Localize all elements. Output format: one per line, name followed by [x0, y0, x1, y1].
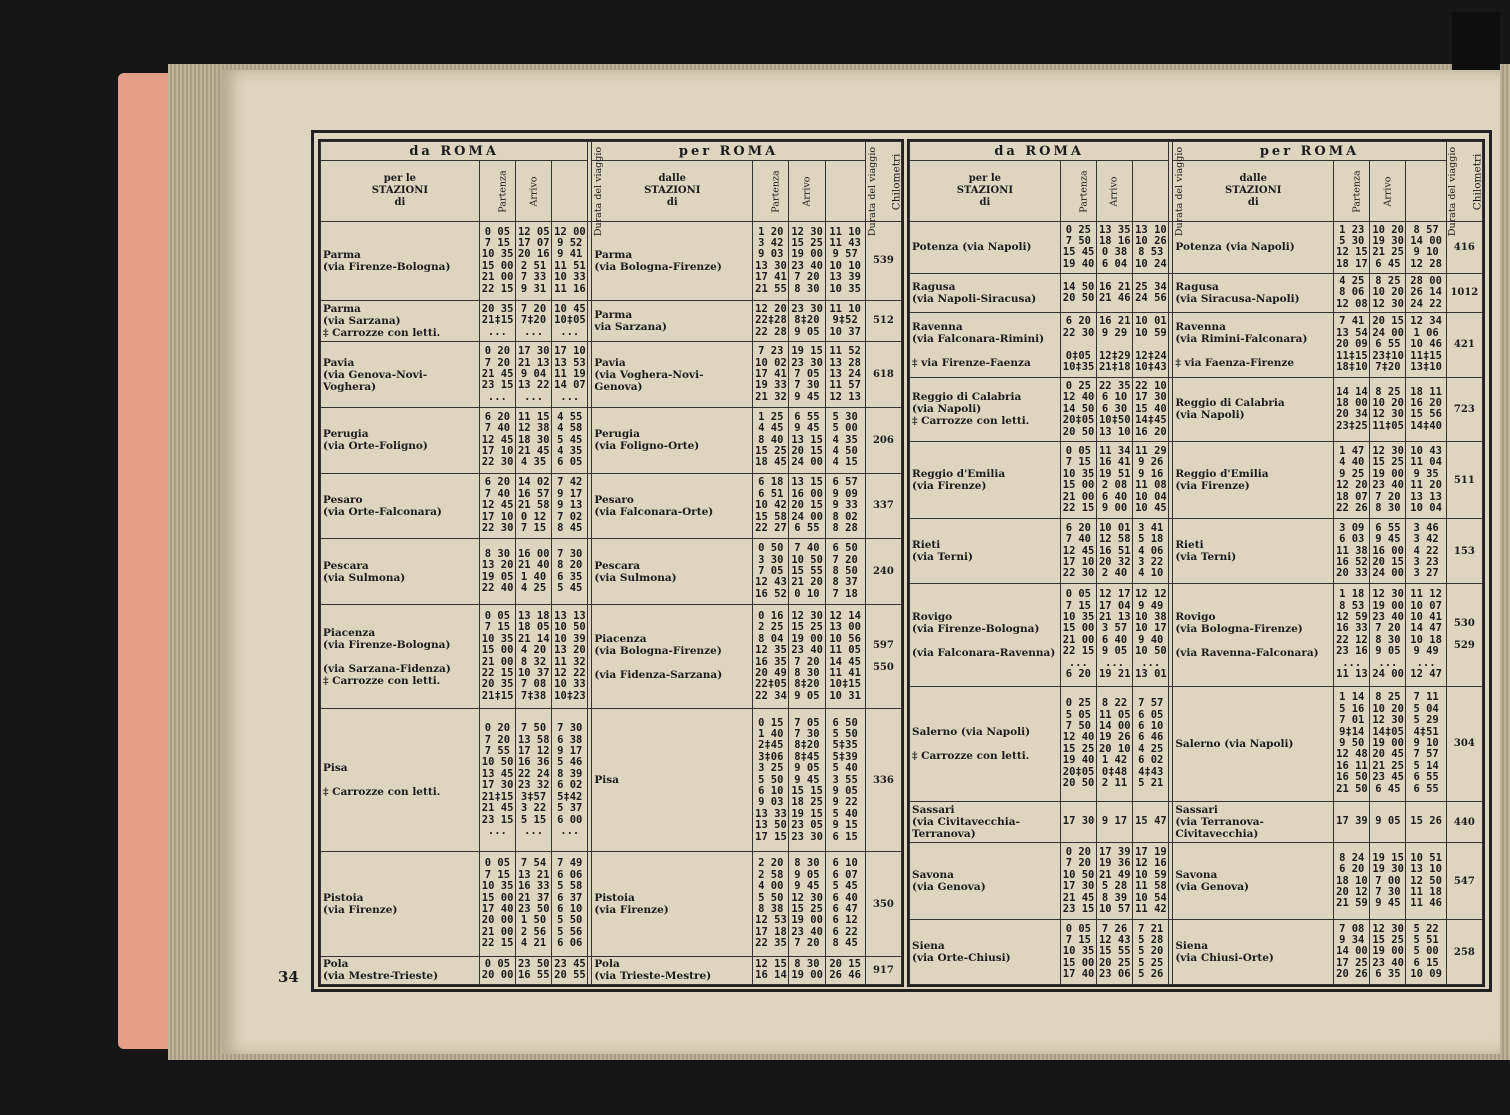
- station-to: Pavia (via Voghera-Novi-Genova): [592, 342, 753, 408]
- duration-times: 22 10 17 30 15 40 14‡45 16 20: [1133, 377, 1169, 442]
- arrival-times: 8 25 10 20 12 30 14‡05 19 00 20 45 21 25 23 45 6 45: [1370, 686, 1406, 801]
- duration-times: 15 26: [1406, 801, 1446, 842]
- station-from: Savona (via Genova): [910, 843, 1061, 920]
- departure-times: 17 30: [1060, 801, 1096, 842]
- timetable-row: [321, 300, 902, 342]
- station-to: Piacenza (via Bologna-Firenze) (via Fidenza-Sarzana): [592, 604, 753, 708]
- arrival-times: 12 30 15 25 19 00 23 40 7 20 8 30: [789, 222, 825, 301]
- station-from: Parma (via Firenze-Bologna): [321, 222, 480, 301]
- arrival-times: 6 55 9 45 13 15 20 15 24 00: [789, 408, 825, 474]
- duration-times: 10 51 13 10 12 50 11 18 11 46: [1406, 843, 1446, 920]
- station-from: Perugia (via Orte-Foligno): [321, 408, 480, 474]
- duration-times: 20 15 26 46: [825, 956, 865, 984]
- km-header: Chilometri: [1446, 142, 1482, 222]
- departure-times: 12 20 22‡28 22 28: [753, 300, 789, 342]
- arrival-times: 7 54 13 21 16 33 21 37 23 50 1 50 2 56 4 21: [515, 852, 551, 956]
- timetable-row: [321, 604, 902, 708]
- station-from: Rieti (via Terni): [910, 519, 1061, 584]
- km-value: 206: [865, 408, 901, 474]
- km-value: 440: [1446, 801, 1482, 842]
- station-to: Reggio di Calabria (via Napoli): [1173, 377, 1334, 442]
- arrival-times: 9 05: [1370, 801, 1406, 842]
- departure-times: 6 20 22 30 0‡05 10‡35: [1060, 313, 1096, 378]
- departure-times: 17 39: [1334, 801, 1370, 842]
- departure-times: 7 41 13 54 20 09 11‡15 18‡10: [1334, 313, 1370, 378]
- duration-times: 3 41 5 18 4 06 3 22 4 10: [1133, 519, 1169, 584]
- departure-times: 0 15 1 40 2‡45 3‡06 3 25 5 50 6 10 9 03 13 33 13 50 17 15: [753, 709, 789, 852]
- timetable-left: [318, 139, 904, 987]
- station-from: Pistoia (via Firenze): [321, 852, 480, 956]
- da-roma-header: da ROMA: [321, 142, 588, 161]
- departure-times: 0 05 7 15 10 35 15 00 17 40: [1060, 920, 1096, 985]
- duration-times: 11 12 10 07 10 41 14 47 10 18 9 49 ... 12 47: [1406, 583, 1446, 686]
- km-value: 917: [865, 956, 901, 984]
- arrival-times: 16 21 21 46: [1096, 273, 1132, 312]
- arrival-times: 19 15 23 30 7 05 7 30 9 45: [789, 342, 825, 408]
- station-from: Ravenna (via Falconara-Rimini) ‡ via Firenze-Faenza: [910, 313, 1061, 378]
- departure-times: 7 08 9 34 14 00 17 25 20 26: [1334, 920, 1370, 985]
- departure-times: 0 05 7 15 10 35 15 00 21 00 22 15 20 35 21‡15: [479, 604, 515, 708]
- departure-times: 6 20 7 40 12 45 17 10 22 30: [479, 408, 515, 474]
- km-value: 258: [1446, 920, 1482, 985]
- duration-times: 11 10 9‡52 10 37: [825, 300, 865, 342]
- arrivo-header: Arrivo: [515, 161, 551, 222]
- station-from: Pesaro (via Orte-Falconara): [321, 473, 480, 539]
- km-header: Chilometri: [865, 142, 901, 222]
- duration-times: 5 22 5 51 5 00 6 15 10 09: [1406, 920, 1446, 985]
- km-value: 350: [865, 852, 901, 956]
- station-from: Piacenza (via Firenze-Bologna) (via Sarzana-Fidenza) ‡ Carrozze con letti.: [321, 604, 480, 708]
- duration-times: 10 45 10‡05 ...: [552, 300, 588, 342]
- timetable-row: [910, 519, 1483, 584]
- km-value: 530 529: [1446, 583, 1482, 686]
- timetable-row: [910, 222, 1483, 274]
- departure-times: 0 25 12 40 14 50 20‡05 20 50: [1060, 377, 1096, 442]
- station-to: Ravenna (via Rimini-Falconara) ‡ via Faenza-Firenze: [1173, 313, 1334, 378]
- left-rows: [321, 222, 902, 985]
- duration-times: 13 13 10 50 10 39 13 20 11 32 12 22 10 33 10‡23: [552, 604, 588, 708]
- duration-times: 10 43 11 04 9 35 11 20 13 13 10 04: [1406, 442, 1446, 519]
- arrival-times: 23 30 8‡20 9 05: [789, 300, 825, 342]
- station-to: Rovigo (via Bologna-Firenze) (via Ravenna-Falconara): [1173, 583, 1334, 686]
- station-from: Pisa ‡ Carrozze con letti.: [321, 709, 480, 852]
- duration-times: 6 10 6 07 5 45 6 40 6 47 6 12 6 22 8 45: [825, 852, 865, 956]
- arrival-times: 13 15 16 00 20 15 24 00 6 55: [789, 473, 825, 539]
- station-from: Reggio d'Emilia (via Firenze): [910, 442, 1061, 519]
- station-to: Sassari (via Terranova-Civitavecchia): [1173, 801, 1334, 842]
- duration-times: 12 00 9 52 9 41 11 51 10 33 11 16: [552, 222, 588, 301]
- departure-times: 0 50 3 30 7 05 12 43 16 52: [753, 539, 789, 605]
- departure-times: 0 05 20 00: [479, 956, 515, 984]
- duration-times: 15 47: [1133, 801, 1169, 842]
- departure-times: 20 35 21‡15 ...: [479, 300, 515, 342]
- station-to: Perugia (via Foligno-Orte): [592, 408, 753, 474]
- station-to: Rieti (via Terni): [1173, 519, 1334, 584]
- timetable-row: [321, 709, 902, 852]
- departure-times: 3 09 6 03 11 38 16 52 20 33: [1334, 519, 1370, 584]
- duration-times: 18 11 16 20 15 56 14‡40: [1406, 377, 1446, 442]
- duration-times: 10 01 10 59 12‡24 10‡43: [1133, 313, 1169, 378]
- arrival-times: 10 20 19 30 21 25 6 45: [1370, 222, 1406, 274]
- station-from: Salerno (via Napoli) ‡ Carrozze con letti.: [910, 686, 1061, 801]
- arrival-times: 11 34 16 41 19 51 2 08 6 40 9 00: [1096, 442, 1132, 519]
- km-value: 240: [865, 539, 901, 605]
- arrival-times: 13 35 18 16 0 38 6 04: [1096, 222, 1132, 274]
- departure-times: 0 05 7 15 10 35 15 00 21 00 22 15: [1060, 442, 1096, 519]
- duration-times: 7 49 6 06 5 58 6 37 6 10 5 50 5 56 6 06: [552, 852, 588, 956]
- timetable-row: [910, 273, 1483, 312]
- station-from: Siena (via Orte-Chiusi): [910, 920, 1061, 985]
- departure-times: 1 23 5 30 12 15 18 17: [1334, 222, 1370, 274]
- duration-times: 17 19 12 16 10 59 11 58 10 54 11 42: [1133, 843, 1169, 920]
- duration-times: 17 10 13 53 11 19 14 07 ...: [552, 342, 588, 408]
- station-from: Potenza (via Napoli): [910, 222, 1061, 274]
- duration-times: 11 29 9 26 9 16 11 08 10 04 10 45: [1133, 442, 1169, 519]
- station-from: Pola (via Mestre-Trieste): [321, 956, 480, 984]
- duration-times: 4 55 4 58 5 45 4 35 6 05: [552, 408, 588, 474]
- km-value: 618: [865, 342, 901, 408]
- arrival-times: 7 20 7‡20 ...: [515, 300, 551, 342]
- arrival-times: 7 26 12 43 15 55 20 25 23 06: [1096, 920, 1132, 985]
- departure-times: 1 20 3 42 9 03 13 30 17 41 21 55: [753, 222, 789, 301]
- arrival-times: 22 35 6 10 6 30 10‡50 13 10: [1096, 377, 1132, 442]
- timetable-row: [910, 442, 1483, 519]
- km-value: 511: [1446, 442, 1482, 519]
- km-value: 337: [865, 473, 901, 539]
- arrival-times: 16 00 21 40 1 40 4 25: [515, 539, 551, 605]
- arrival-times: 16 21 9 29 12‡29 21‡18: [1096, 313, 1132, 378]
- timetable-row: [910, 686, 1483, 801]
- partenza-header: Partenza: [1334, 161, 1370, 222]
- timetable-row: [321, 222, 902, 301]
- arrival-times: 7 50 13 58 17 12 16 36 22 24 23 32 3‡57 3 22 5 15 ...: [515, 709, 551, 852]
- km-value: 512: [865, 300, 901, 342]
- arrival-times: 12 17 17 04 21 13 3 57 6 40 9 05 ... 19 21: [1096, 583, 1132, 686]
- per-roma-header: per ROMA: [592, 142, 865, 161]
- km-value: 723: [1446, 377, 1482, 442]
- departure-times: 0 05 7 15 10 35 15 00 21 00 22 15: [479, 222, 515, 301]
- timetable-sheet: [311, 130, 1492, 992]
- km-value: 153: [1446, 519, 1482, 584]
- departure-times: 14 50 20 50: [1060, 273, 1096, 312]
- timetable-row: [321, 473, 902, 539]
- durata-header: Durata del viaggio: [1406, 161, 1446, 222]
- duration-times: 28 00 26 14 24 22: [1406, 273, 1446, 312]
- arrival-times: 9 17: [1096, 801, 1132, 842]
- arrival-times: 11 15 12 38 18 30 21 45 4 35: [515, 408, 551, 474]
- station-from: Pavia (via Genova-Novi-Voghera): [321, 342, 480, 408]
- station-to: Ragusa (via Siracusa-Napoli): [1173, 273, 1334, 312]
- arrival-times: 8 30 19 00: [789, 956, 825, 984]
- arrival-times: 17 30 21 13 9 04 13 22 ...: [515, 342, 551, 408]
- duration-times: 7 30 8 20 6 35 5 45: [552, 539, 588, 605]
- timetable-row: [321, 539, 902, 605]
- departure-times: 1 14 5 16 7 01 9‡14 9 50 12 48 16 11 16 50 21 50: [1334, 686, 1370, 801]
- station-from: Rovigo (via Firenze-Bologna) (via Falconara-Ravenna): [910, 583, 1061, 686]
- departure-times: 6 20 7 40 12 45 17 10 22 30: [1060, 519, 1096, 584]
- departure-times: 7 23 10 02 17 41 19 33 21 32: [753, 342, 789, 408]
- right-rows: [910, 222, 1483, 985]
- arrival-times: 14 02 16 57 21 58 0 12 7 15: [515, 473, 551, 539]
- arrival-times: 13 18 18 05 21 14 4 20 8 32 10 37 7 08 7‡38: [515, 604, 551, 708]
- departure-times: 14 14 18 00 20 34 23‡25: [1334, 377, 1370, 442]
- duration-times: 13 10 10 26 8 53 10 24: [1133, 222, 1169, 274]
- station-to: Savona (via Genova): [1173, 843, 1334, 920]
- station-to: Salerno (via Napoli): [1173, 686, 1334, 801]
- duration-times: 12 14 13 00 10 56 11 05 14 45 11 41 10‡15 10 31: [825, 604, 865, 708]
- station-from: Reggio di Calabria (via Napoli) ‡ Carrozze con letti.: [910, 377, 1061, 442]
- duration-times: 11 52 13 28 13 24 11 57 12 13: [825, 342, 865, 408]
- timetable-right-table: [909, 141, 1483, 985]
- departure-times: 8 30 13 20 19 05 22 40: [479, 539, 515, 605]
- km-value: 1012: [1446, 273, 1482, 312]
- station-to: Parma via Sarzana): [592, 300, 753, 342]
- dalle-stazioni-header: dalle STAZIONI di: [1173, 161, 1334, 222]
- partenza-header: Partenza: [479, 161, 515, 222]
- per-le-stazioni-header: per le STAZIONI di: [321, 161, 480, 222]
- timetable-row: [910, 843, 1483, 920]
- duration-times: 6 57 9 09 9 33 8 02 8 28: [825, 473, 865, 539]
- timetable-row: [910, 313, 1483, 378]
- departure-times: 2 20 2 58 4 00 5 50 8 38 12 53 17 18 22 35: [753, 852, 789, 956]
- arrival-times: 12 05 17 07 20 16 2 51 7 33 9 31: [515, 222, 551, 301]
- station-to: Reggio d'Emilia (via Firenze): [1173, 442, 1334, 519]
- per-le-stazioni-header: per le STAZIONI di: [910, 161, 1061, 222]
- station-from: Ragusa (via Napoli-Siracusa): [910, 273, 1061, 312]
- duration-times: 6 50 5 50 5‡35 5‡39 5 40 3 55 9 05 9 22 5 40 9 15 6 15: [825, 709, 865, 852]
- departure-times: 0 16 2 25 8 04 12 35 16 35 20 49 22‡05 22 34: [753, 604, 789, 708]
- departure-times: 8 24 6 20 18 10 20 12 21 59: [1334, 843, 1370, 920]
- departure-times: 1 47 4 40 9 25 12 20 18 07 22 26: [1334, 442, 1370, 519]
- arrival-times: 23 50 16 55: [515, 956, 551, 984]
- station-from: Pescara (via Sulmona): [321, 539, 480, 605]
- departure-times: 0 20 7 20 10 50 17 30 21 45 23 15: [1060, 843, 1096, 920]
- durata-header: Durata del viaggio: [1133, 161, 1169, 222]
- arrival-times: 7 40 10 50 15 55 21 20 0 10: [789, 539, 825, 605]
- partenza-header: Partenza: [1060, 161, 1096, 222]
- station-to: Potenza (via Napoli): [1173, 222, 1334, 274]
- arrival-times: 19 15 19 30 7 00 7 30 9 45: [1370, 843, 1406, 920]
- km-value: 547: [1446, 843, 1482, 920]
- arrival-times: 12 30 15 25 19 00 23 40 7 20 8 30: [1370, 442, 1406, 519]
- km-value: 416: [1446, 222, 1482, 274]
- station-to: Pescara (via Sulmona): [592, 539, 753, 605]
- duration-times: 11 10 11 43 9 57 10 10 13 39 10 35: [825, 222, 865, 301]
- departure-times: 0 20 7 20 7 55 10 50 13 45 17 30 21‡15 21 45 23 15 ...: [479, 709, 515, 852]
- km-value: 539: [865, 222, 901, 301]
- station-to: Siena (via Chiusi-Orte): [1173, 920, 1334, 985]
- duration-times: 8 57 14 00 9 10 12 28: [1406, 222, 1446, 274]
- durata-header: Durata del viaggio: [825, 161, 865, 222]
- km-value: 421: [1446, 313, 1482, 378]
- arrivo-header: Arrivo: [1096, 161, 1132, 222]
- departure-times: 4 25 8 06 12 08: [1334, 273, 1370, 312]
- arrival-times: 8 22 11 05 14 00 19 26 20 10 1 42 0‡48 2 11: [1096, 686, 1132, 801]
- timetable-right: [907, 139, 1485, 987]
- departure-times: 0 20 7 20 21 45 23 15 ...: [479, 342, 515, 408]
- station-to: Pistoia (via Firenze): [592, 852, 753, 956]
- timetable-left-table: [320, 141, 902, 985]
- departure-times: 0 05 7 15 10 35 15 00 21 00 22 15 ... 6 20: [1060, 583, 1096, 686]
- arrivo-header: Arrivo: [1370, 161, 1406, 222]
- arrival-times: 7 05 7 30 8‡20 8‡45 9 05 9 45 15 15 18 25 19 15 23 05 23 30: [789, 709, 825, 852]
- timetable-row: [910, 377, 1483, 442]
- departure-times: 6 18 6 51 10 42 15 58 22 27: [753, 473, 789, 539]
- timetable-row: [910, 583, 1483, 686]
- timetable-row: [910, 920, 1483, 985]
- departure-times: 12 15 16 14: [753, 956, 789, 984]
- durata-header: Durata del viaggio: [552, 161, 588, 222]
- per-roma-header: per ROMA: [1173, 142, 1446, 161]
- duration-times: 12 34 1 06 10 46 11‡15 13‡10: [1406, 313, 1446, 378]
- duration-times: 25 34 24 56: [1133, 273, 1169, 312]
- departure-times: 0 25 5 05 7 50 12 40 15 25 19 40 20‡05 20 50: [1060, 686, 1096, 801]
- arrival-times: 8 25 10 20 12 30 11‡05: [1370, 377, 1406, 442]
- arrival-times: 6 55 9 45 16 00 20 15 24 00: [1370, 519, 1406, 584]
- arrival-times: 17 39 19 36 21 49 5 28 8 39 10 57: [1096, 843, 1132, 920]
- timetable-row: [321, 408, 902, 474]
- departure-times: 1 18 8 53 12 59 16 33 22 12 23 16 ... 11 13: [1334, 583, 1370, 686]
- station-to: Pisa: [592, 709, 753, 852]
- duration-times: 3 46 3 42 4 22 3 23 3 27: [1406, 519, 1446, 584]
- duration-times: 12 12 9 49 10 38 10 17 9 40 10 50 ... 13 01: [1133, 583, 1169, 686]
- timetable-row: [321, 852, 902, 956]
- km-value: 336: [865, 709, 901, 852]
- departure-times: 0 05 7 15 10 35 15 00 17 40 20 00 21 00 22 15: [479, 852, 515, 956]
- da-roma-header: da ROMA: [910, 142, 1169, 161]
- timetable-row: [321, 956, 902, 984]
- timetable-row: [910, 801, 1483, 842]
- station-from: Parma (via Sarzana) ‡ Carrozze con letti.: [321, 300, 480, 342]
- duration-times: 7 21 5 28 5 20 5 25 5 26: [1133, 920, 1169, 985]
- arrival-times: 8 30 9 05 9 45 12 30 15 25 19 00 23 40 7 20: [789, 852, 825, 956]
- departure-times: 6 20 7 40 12 45 17 10 22 30: [479, 473, 515, 539]
- duration-times: 7 57 6 05 6 10 6 46 4 25 6 02 4‡43 5 21: [1133, 686, 1169, 801]
- arrivo-header: Arrivo: [789, 161, 825, 222]
- arrival-times: 20 15 24 00 6 55 23‡10 7‡20: [1370, 313, 1406, 378]
- arrival-times: 10 01 12 58 16 51 20 32 2 40: [1096, 519, 1132, 584]
- duration-times: 7 42 9 17 9 13 7 02 8 45: [552, 473, 588, 539]
- duration-times: 7 11 5 04 5 29 4‡51 9 10 7 57 5 14 6 55 6 55: [1406, 686, 1446, 801]
- km-value: 597 550: [865, 604, 901, 708]
- station-to: Parma (via Bologna-Firenze): [592, 222, 753, 301]
- station-to: Pola (via Trieste-Mestre): [592, 956, 753, 984]
- arrival-times: 12 30 19 00 23 40 7 20 8 30 9 05 ... 24 00: [1370, 583, 1406, 686]
- arrival-times: 12 30 15 25 19 00 23 40 7 20 8 30 8‡20 9 05: [789, 604, 825, 708]
- partenza-header: Partenza: [753, 161, 789, 222]
- station-from: Sassari (via Civitavecchia-Terranova): [910, 801, 1061, 842]
- timetable-row: [321, 342, 902, 408]
- km-value: 304: [1446, 686, 1482, 801]
- departure-times: 1 25 4 45 8 40 15 25 18 45: [753, 408, 789, 474]
- page-number: 34: [278, 968, 299, 986]
- duration-times: 5 30 5 00 4 35 4 50 4 15: [825, 408, 865, 474]
- arrival-times: 8 25 10 20 12 30: [1370, 273, 1406, 312]
- duration-times: 23 45 20 55: [552, 956, 588, 984]
- arrival-times: 12 30 15 25 19 00 23 40 6 35: [1370, 920, 1406, 985]
- dalle-stazioni-header: dalle STAZIONI di: [592, 161, 753, 222]
- duration-times: 7 30 6 38 9 17 5 46 8 39 6 02 5‡42 5 37 6 00 ...: [552, 709, 588, 852]
- station-to: Pesaro (via Falconara-Orte): [592, 473, 753, 539]
- departure-times: 0 25 7 50 15 45 19 40: [1060, 222, 1096, 274]
- duration-times: 6 50 7 20 8 50 8 37 7 18: [825, 539, 865, 605]
